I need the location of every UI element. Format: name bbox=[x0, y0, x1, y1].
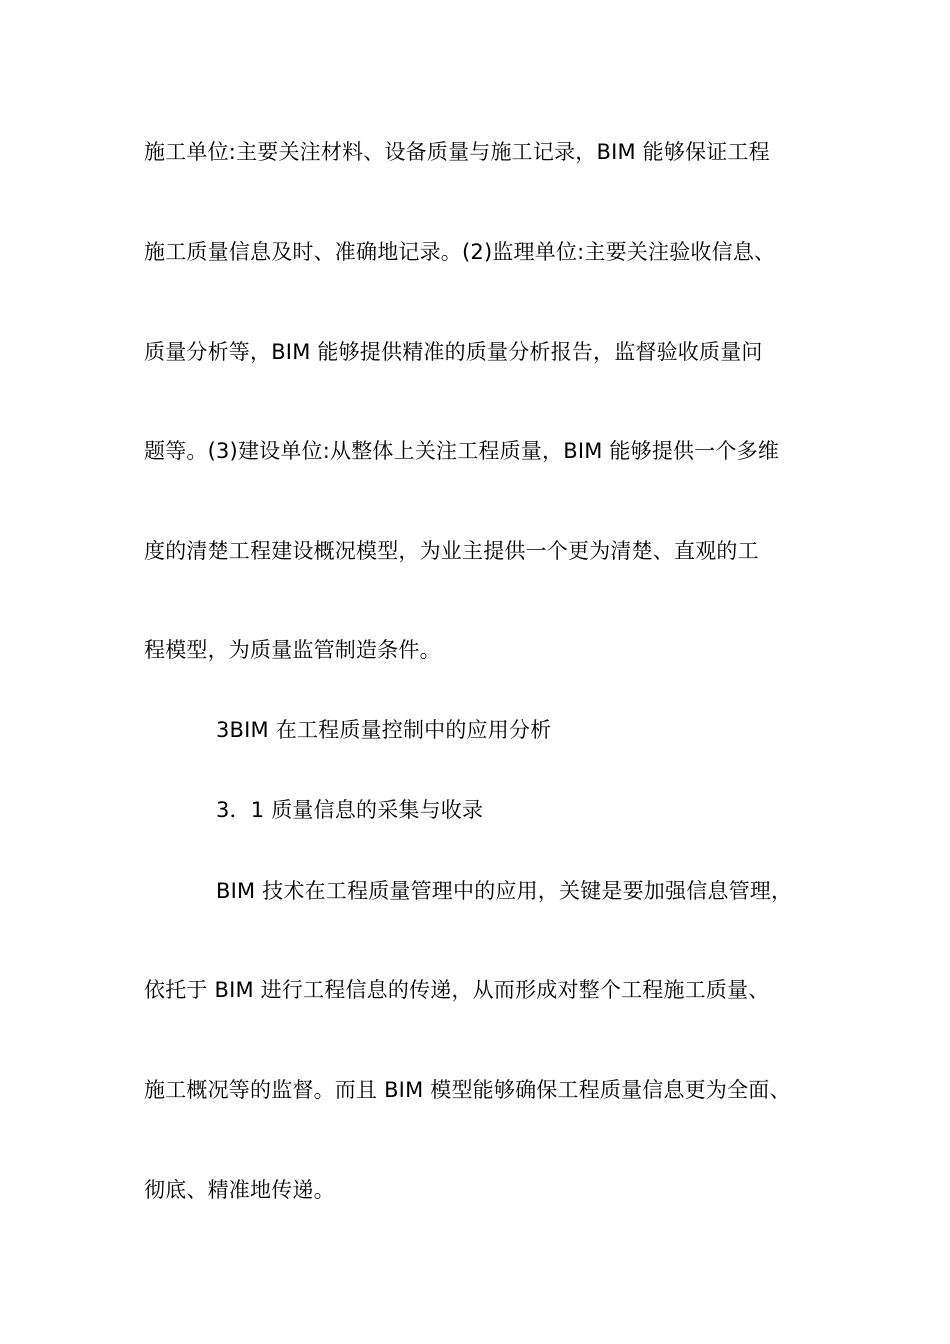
body-text-line: 度的清楚工程建设概况模型，为业主提供一个更为清楚、直观的工 bbox=[144, 539, 759, 563]
body-text-line: 施工概况等的监督。而且 BIM 模型能够确保工程质量信息更为全面、 bbox=[144, 1078, 791, 1102]
body-text-line: 依托于 BIM 进行工程信息的传递，从而形成对整个工程施工质量、 bbox=[144, 978, 770, 1002]
body-text-line: 程模型，为质量监管制造条件。 bbox=[144, 638, 441, 662]
body-text-line: 彻底、精准地传递。 bbox=[144, 1178, 335, 1202]
body-text-line: 题等。(3)建设单位:从整体上关注工程质量，BIM 能够提供一个多维 bbox=[144, 439, 780, 463]
body-text-line: 质量分析等，BIM 能够提供精准的质量分析报告，监督验收质量问 bbox=[144, 340, 763, 364]
body-text-line: BIM 技术在工程质量管理中的应用，关键是要加强信息管理， bbox=[216, 879, 793, 903]
subsection-heading: 3．1 质量信息的采集与收录 bbox=[216, 798, 484, 822]
body-text-line: 施工单位:主要关注材料、设备质量与施工记录，BIM 能够保证工程 bbox=[144, 140, 770, 164]
section-heading: 3BIM 在工程质量控制中的应用分析 bbox=[216, 718, 552, 742]
body-text-line: 施工质量信息及时、准确地记录。(2)监理单位:主要关注验收信息、 bbox=[144, 240, 776, 264]
